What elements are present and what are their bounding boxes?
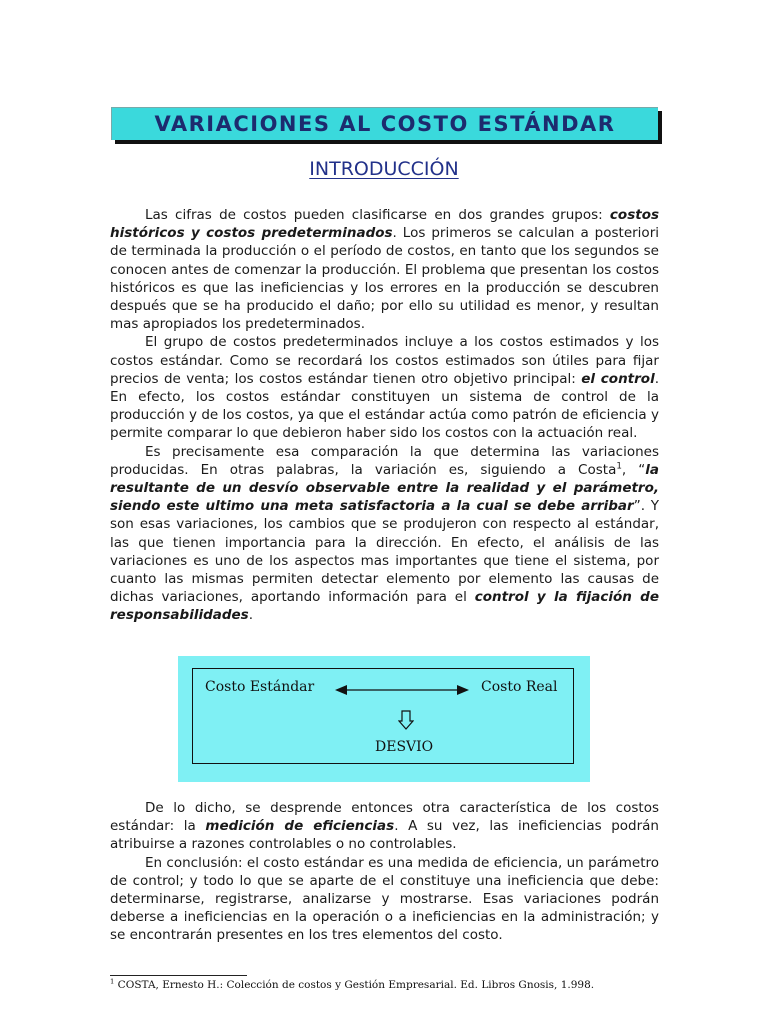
diagram-left-label: Costo Estándar: [205, 679, 315, 695]
document-title: VARIACIONES AL COSTO ESTÁNDAR: [154, 112, 616, 136]
emphasis-text: costos históricos y costos predeterminados: [110, 207, 659, 242]
footnote: [110, 979, 670, 991]
paragraph-1: Las cifras de costos pueden clasificarse en dos grandes grupos: costos históricos y costos predeterminados. Los primeros se calculan a posteriori de terminada la producción o el período de costos, en tanto que los segundos se conocen antes de comenzar la producción. El problema que presentan los costos históricos es que las ineficiencias y los errores en la producción se descubren después que se ha producido el daño; por ello su utilidad es menor, y resultan mas apropiados los predeterminados.: [110, 207, 659, 333]
paragraph-5: En conclusión: el costo estándar es una medida de eficiencia, un parámetro de control; y todo lo que se aparte de el constituye una ineficiencia que debe: determinarse, registrarse, analizarse y mostrarse. Esas variaciones podrán deberse a ineficiencias en la operación o a ineficiencias en la administración; y se encontrarán presentes en los tres elementos del costo.: [110, 854, 659, 944]
down-arrow-icon: [398, 710, 414, 730]
emphasis-text: la resultante de un desvío observable entre la realidad y el parámetro, siendo este ultimo una meta satisfactoria a la cual se debe arribar: [110, 461, 659, 515]
diagram-right-label: Costo Real: [481, 679, 558, 695]
variance-diagram: [178, 656, 590, 782]
diagram-frame: [192, 668, 574, 764]
emphasis-text: el control: [581, 370, 655, 387]
footnote-reference: 1: [616, 461, 622, 472]
body-text-top: [110, 206, 659, 625]
footnote-text: COSTA, Ernesto H.: Colección de costos y Gestión Empresarial. Ed. Libros Gnosis, 1.998.: [114, 979, 595, 991]
double-arrow-icon: [334, 682, 470, 698]
paragraph-4: De lo dicho, se desprende entonces otra característica de los costos estándar: la medición de eficiencias. A su vez, las ineficiencias podrán atribuirse a razones controlables o no controlables.: [110, 800, 659, 853]
footnote-separator: [110, 975, 247, 976]
paragraph-2: El grupo de costos predeterminados incluye a los costos estimados y los costos estándar. Como se recordará los costos estimados son útiles para fijar precios de venta; los costos estándar tienen otro objetivo principal: el control. En efecto, los costos estándar constituyen un sistema de control de la producción y de los costos, ya que el estándar actúa como patrón de eficiencia y permite comparar lo que debieron haber sido los costos con la actuación real.: [110, 334, 659, 442]
section-heading: [0, 158, 768, 180]
paragraph-3: Es precisamente esa comparación la que determina las variaciones producidas. En otras palabras, la variación es, siguiendo a Costa$^1$, “la resultante de un desvío observable entre la realidad y el parámetro, siendo este ultimo una meta satisfactoria a la cual se debe arribar”. Y son esas variaciones, los cambios que se produjeron con respecto al estándar, las que tienen importancia para la dirección. En efecto, el análisis de las variaciones es uno de los aspectos mas importantes que tiene el sistema, por cuanto las mismas permiten detectar elemento por elemento las causas de dichas variaciones, aportando información para el control y la fijación de responsabilidades.: [110, 443, 659, 624]
title-banner: [111, 107, 658, 140]
emphasis-text: control y la fijación de responsabilidades: [110, 589, 659, 624]
footnote-marker: 1: [110, 977, 115, 986]
section-heading-text: INTRODUCCIÓN: [309, 158, 459, 180]
diagram-bottom-label: DESVIO: [375, 739, 434, 755]
body-text-bottom: [110, 799, 659, 945]
emphasis-text: medición de eficiencias: [205, 818, 395, 835]
